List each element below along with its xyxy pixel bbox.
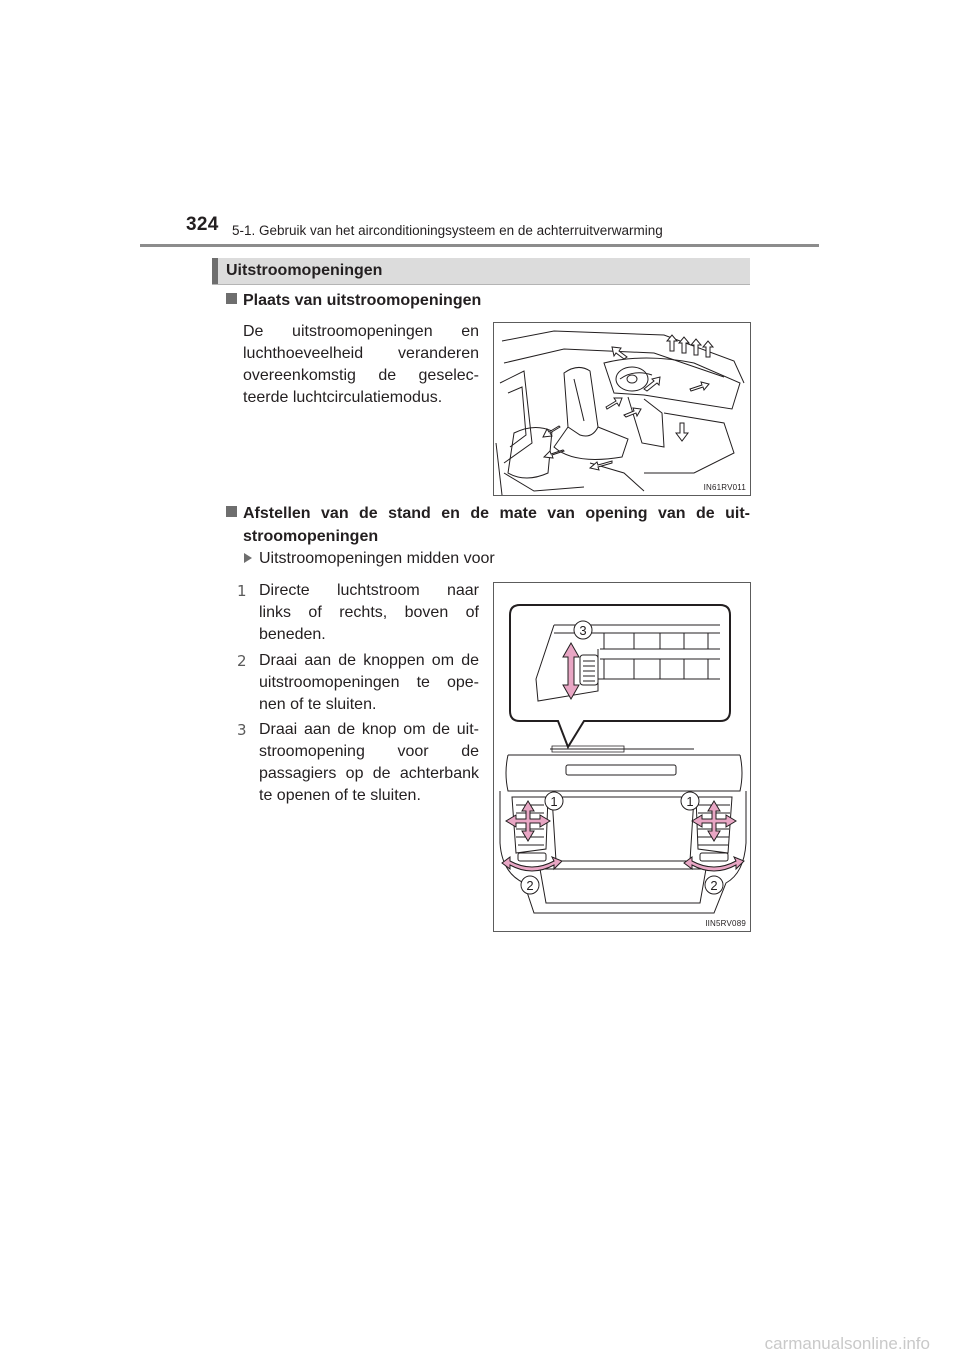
paragraph-line: overeenkomstig de geselec- xyxy=(243,367,479,384)
paragraph-line: teerde luchtcirculatiemodus. xyxy=(243,389,443,406)
subsection-2-heading-line-2: stroomopeningen xyxy=(243,528,379,545)
figure-dashboard-vents xyxy=(493,582,751,932)
footer-watermark: carmanualsonline.info xyxy=(764,1334,930,1353)
figure-1-code: IN61RV011 xyxy=(703,483,746,492)
callout-1-right: 1 xyxy=(686,794,694,809)
numbered-item-3 xyxy=(237,719,479,811)
figure-car-interior xyxy=(493,322,751,496)
numbered-item-1 xyxy=(237,580,479,650)
square-bullet-icon xyxy=(226,506,237,517)
section-band xyxy=(212,258,750,285)
section-title: Uitstroomopeningen xyxy=(226,262,383,279)
callout-2-left: 2 xyxy=(526,878,534,893)
square-bullet-icon xyxy=(226,293,237,304)
item-3-line: stroomopening voor de xyxy=(259,743,479,760)
item-1-line: beneden. xyxy=(259,626,326,643)
subsection-1-heading xyxy=(226,291,481,311)
paragraph-line: De uitstroomopeningen en xyxy=(243,323,479,340)
sub-bullet xyxy=(244,550,495,568)
item-2-line: nen of te sluiten. xyxy=(259,696,377,713)
subsection-2-heading xyxy=(226,504,750,547)
running-header: 5-1. Gebruik van het airconditioningsysteem en de achterruitverwarming xyxy=(232,223,663,238)
dashboard-vents-illustration xyxy=(494,583,750,931)
header-rule xyxy=(140,244,819,247)
section-accent-bar xyxy=(212,258,218,284)
callout-3: 3 xyxy=(579,623,587,638)
item-number-1: 1 xyxy=(237,582,247,600)
item-1-line: links of rechts, boven of xyxy=(259,604,479,621)
sub-bullet-text: Uitstroomopeningen midden voor xyxy=(259,550,495,567)
item-2-line: uitstroomopeningen te ope- xyxy=(259,674,479,691)
subsection-1-heading-text: Plaats van uitstroomopeningen xyxy=(243,292,482,309)
item-3-line: passagiers op de achterbank xyxy=(259,765,479,782)
item-3-line: Draai aan de knop om de uit- xyxy=(259,721,479,738)
triangle-bullet-icon xyxy=(244,553,252,563)
item-number-2: 2 xyxy=(237,652,247,670)
item-number-3: 3 xyxy=(237,721,247,739)
subsection-2-heading-line-1: Afstellen van de stand en de mate van opening van de uit- xyxy=(243,505,750,522)
page-number: 324 xyxy=(186,214,219,235)
car-interior-illustration xyxy=(494,323,750,495)
paragraph-line: luchthoeveelheid veranderen xyxy=(243,345,479,362)
callout-1-left: 1 xyxy=(550,794,558,809)
item-3-line: te openen of te sluiten. xyxy=(259,787,421,804)
figure-2-code: IIN5RV089 xyxy=(705,919,746,928)
numbered-item-2 xyxy=(237,650,479,720)
item-2-line: Draai aan de knoppen om de xyxy=(259,652,479,669)
subsection-1-paragraph xyxy=(243,321,479,409)
callout-2-right: 2 xyxy=(710,878,718,893)
item-1-line: Directe luchtstroom naar xyxy=(259,582,479,599)
